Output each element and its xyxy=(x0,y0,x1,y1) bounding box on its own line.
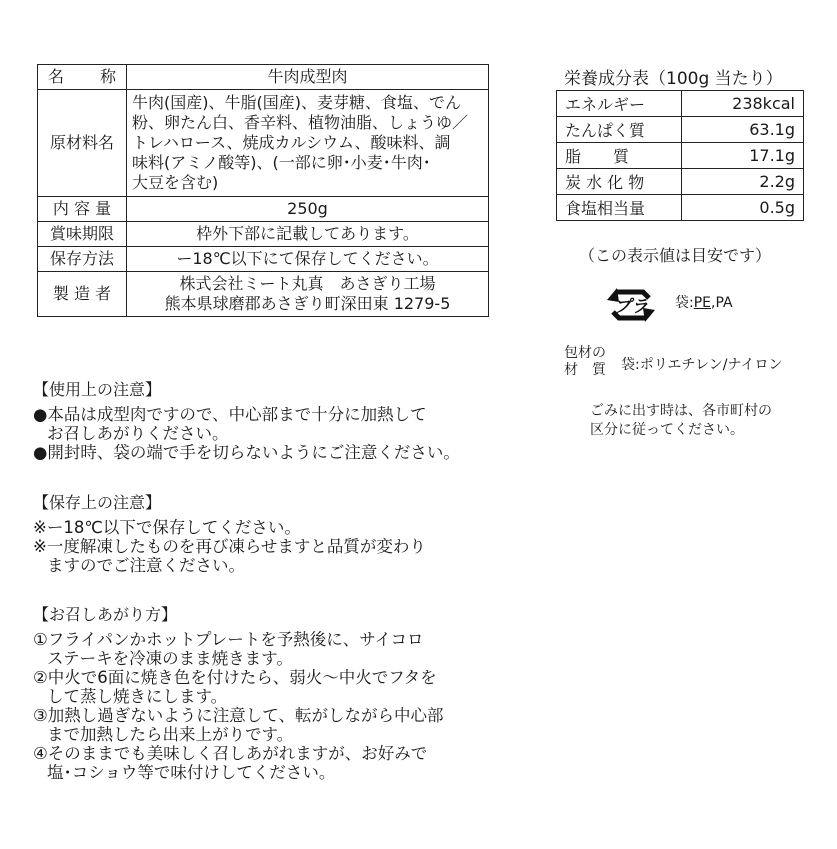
usage-note-item: ●本品は成型肉ですので、中心部まで十分に加熱して xyxy=(33,405,427,424)
ingredients-row xyxy=(38,90,489,197)
nutrition-value: 17.1g xyxy=(682,143,804,169)
nutrition-row xyxy=(557,195,804,221)
usage-note-item: ●開封時、袋の端で手を切らないようにご注意ください。 xyxy=(33,443,460,462)
cooking-step-cont: 塩･コショウ等で味付けしてください。 xyxy=(47,763,336,782)
nutrition-table xyxy=(556,90,804,221)
material-label-line: 包材の xyxy=(564,345,606,361)
maker-company: 株式会社ミート丸真 あさぎり工場 xyxy=(179,274,436,293)
content-value: 250g xyxy=(127,197,489,222)
name-label xyxy=(38,65,127,90)
ingredients-label: 原材料名 xyxy=(38,90,127,197)
usage-notes-title: 【使用上の注意】 xyxy=(33,380,162,399)
product-info-table xyxy=(37,64,489,317)
cooking-step-cont: して蒸し焼きにします。 xyxy=(47,687,228,706)
nutrition-value: 63.1g xyxy=(682,117,804,143)
nutrition-value: 238kcal xyxy=(682,91,804,117)
nutrition-title: 栄養成分表（100g 当たり） xyxy=(564,69,783,89)
nutrition-note: （この表示値は目安です） xyxy=(579,246,772,265)
recycle-plastic-icon xyxy=(603,282,659,328)
nutrition-label: エネルギー xyxy=(557,91,682,117)
nutrition-row xyxy=(557,143,804,169)
nutrition-value: 0.5g xyxy=(682,195,804,221)
nutrition-row xyxy=(557,117,804,143)
recycle-mark-text: プラ xyxy=(614,297,648,317)
storage-note-item-cont: ますのでご注意ください。 xyxy=(47,556,245,575)
storage-label: 保存方法 xyxy=(38,247,127,272)
cooking-steps xyxy=(33,630,513,782)
ingredients-line: 味料(アミノ酸等)、(一部に卵･小麦･牛肉･ xyxy=(132,153,431,172)
garbage-note-line: 区分に従ってください。 xyxy=(590,422,744,438)
ingredients-line: 大豆を含む) xyxy=(132,173,219,192)
name-label-char-1: 名 xyxy=(48,67,65,86)
usage-notes xyxy=(33,405,513,462)
expiry-value: 枠外下部に記載してあります。 xyxy=(127,222,489,247)
cooking-step: ①フライパンかホットプレートを予熱後に、サイコロ xyxy=(33,630,424,649)
cooking-step-cont: ステーキを冷凍のまま焼きます。 xyxy=(47,649,293,668)
expiry-label: 賞味期限 xyxy=(38,222,127,247)
garbage-note-line: ごみに出す時は、各市町村の xyxy=(590,403,772,419)
cooking-title: 【お召しあがり方】 xyxy=(33,605,178,624)
content-row xyxy=(38,197,489,222)
ingredients-value xyxy=(127,90,489,197)
name-row xyxy=(38,65,489,90)
storage-note-item: ※ー18℃以下で保存してください。 xyxy=(33,518,301,537)
storage-notes xyxy=(33,518,513,575)
expiry-row xyxy=(38,222,489,247)
cooking-step: ③加熱し過ぎないように注意して、転がしながら中心部 xyxy=(33,706,444,725)
nutrition-label: 脂 質 xyxy=(557,143,682,169)
material-value: 袋:ポリエチレン/ナイロン xyxy=(621,357,783,373)
recycle-material xyxy=(675,292,733,312)
ingredients-line: 牛肉(国産)、牛脂(国産)、麦芽糖、食塩、でん xyxy=(132,93,461,112)
nutrition-row xyxy=(557,91,804,117)
storage-note-item: ※一度解凍したものを再び凍らせますと品質が変わり xyxy=(33,537,426,556)
nutrition-label: たんぱく質 xyxy=(557,117,682,143)
nutrition-label: 炭 水 化 物 xyxy=(557,169,682,195)
maker-row xyxy=(38,272,489,317)
usage-note-item-cont: お召しあがりください。 xyxy=(47,424,229,443)
nutrition-row xyxy=(557,169,804,195)
garbage-note xyxy=(590,402,772,440)
recycle-bag-prefix: 袋: xyxy=(675,295,694,311)
storage-value: ー18℃以下にて保存してください。 xyxy=(127,247,489,272)
nutrition-value: 2.2g xyxy=(682,169,804,195)
maker-value xyxy=(127,272,489,317)
ingredients-line: 粉、卵たん白、香辛料、植物油脂、しょうゆ／ xyxy=(132,113,469,132)
cooking-step: ②中火で6面に焼き色を付けたら、弱火～中火でフタを xyxy=(33,668,437,687)
material-label xyxy=(564,345,606,379)
cooking-step: ④そのままでも美味しく召しあがれますが、お好みで xyxy=(33,744,428,763)
storage-notes-title: 【保存上の注意】 xyxy=(33,493,162,512)
maker-label: 製 造 者 xyxy=(38,272,127,317)
content-label: 内 容 量 xyxy=(38,197,127,222)
cooking-step-cont: まで加熱したら出来上がりです。 xyxy=(47,725,294,744)
material-label-line: 材 質 xyxy=(564,362,606,378)
ingredients-line: トレハロース、焼成カルシウム、酸味料、調 xyxy=(132,133,451,152)
name-value: 牛肉成型肉 xyxy=(127,65,489,90)
name-label-char-2: 称 xyxy=(99,67,116,86)
nutrition-label: 食塩相当量 xyxy=(557,195,682,221)
recycle-material-pe: PE xyxy=(693,295,712,311)
maker-address: 熊本県球磨郡あさぎり町深田東 1279-5 xyxy=(164,294,451,313)
recycle-material-rest: ,PA xyxy=(711,295,733,311)
storage-row xyxy=(38,247,489,272)
